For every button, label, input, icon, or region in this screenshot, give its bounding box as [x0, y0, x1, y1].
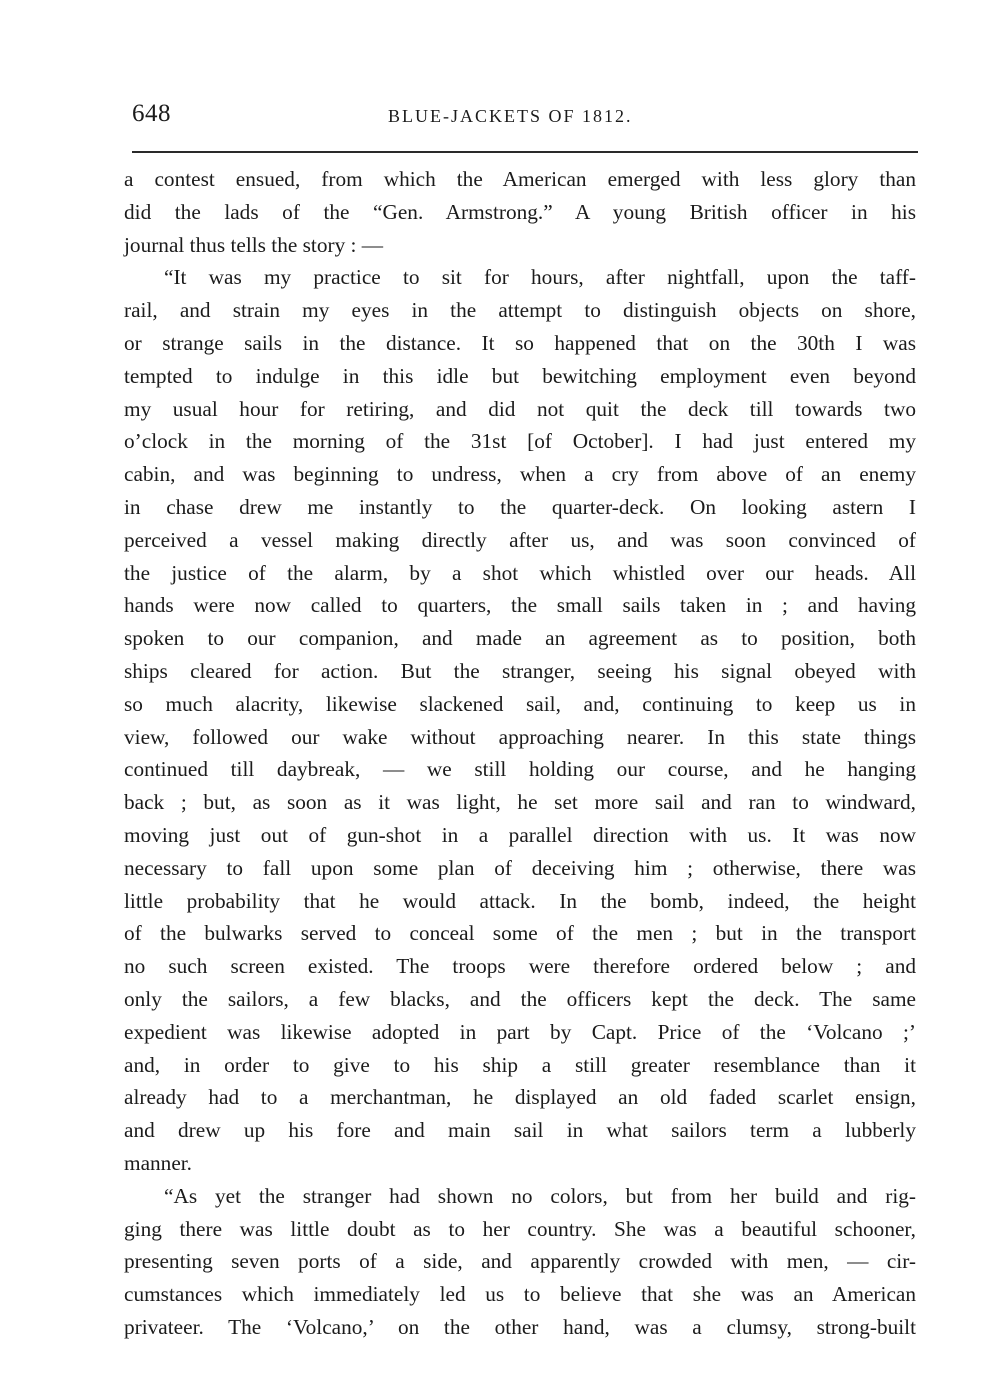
text-line: ships cleared for action. But the stranger, seeing his signal obeyed with: [124, 658, 916, 683]
text-line: did the lads of the “Gen. Armstrong.” A young British officer in his: [124, 199, 916, 224]
text-line: the justice of the alarm, by a shot which whistled over our heads. All: [124, 560, 916, 585]
text-line: no such screen existed. The troops were therefore ordered below ; and: [124, 954, 916, 979]
page-number: 648: [132, 100, 171, 127]
text-line: rail, and strain my eyes in the attempt to distinguish objects on shore,: [124, 298, 916, 323]
text-line: back ; but, as soon as it was light, he set more sail and ran to windward,: [124, 790, 916, 815]
text-line: “It was my practice to sit for hours, after nightfall, upon the taff-: [164, 265, 916, 290]
running-title: BLUE-JACKETS OF 1812.: [388, 106, 633, 126]
header-rule: [132, 151, 918, 153]
text-line: tempted to indulge in this idle but bewitching employment even beyond: [124, 363, 916, 388]
text-line: necessary to fall upon some plan of deceiving him ; otherwise, there was: [124, 855, 916, 880]
text-line: presenting seven ports of a side, and apparently crowded with men, — cir-: [124, 1249, 916, 1274]
text-line: expedient was likewise adopted in part by Capt. Price of the ‘Volcano ;’: [124, 1019, 916, 1044]
text-line: of the bulwarks served to conceal some of the men ; but in the transport: [124, 921, 916, 946]
text-line: hands were now called to quarters, the small sails taken in ; and having: [124, 593, 916, 618]
text-line: so much alacrity, likewise slackened sail, and, continuing to keep us in: [124, 691, 916, 716]
text-line: cabin, and was beginning to undress, when a cry from above of an enemy: [124, 462, 916, 487]
text-line: journal thus tells the story : —: [124, 232, 384, 257]
text-line: my usual hour for retiring, and did not quit the deck till towards two: [124, 396, 916, 421]
text-line: and drew up his fore and main sail in what sailors term a lubberly: [124, 1118, 916, 1143]
text-line: moving just out of gun-shot in a parallel direction with us. It was now: [124, 822, 916, 847]
text-line: perceived a vessel making directly after us, and was soon convinced of: [124, 527, 916, 552]
text-line: little probability that he would attack. In the bomb, indeed, the height: [124, 888, 916, 913]
text-line: “As yet the stranger had shown no colors, but from her build and rig-: [164, 1183, 916, 1208]
text-line: or strange sails in the distance. It so happened that on the 30th I was: [124, 330, 916, 355]
text-line: ging there was little doubt as to her country. She was a beautiful schooner,: [124, 1216, 916, 1241]
text-line: manner.: [124, 1150, 193, 1175]
text-line: in chase drew me instantly to the quarter-deck. On looking astern I: [124, 494, 916, 519]
text-line: privateer. The ‘Volcano,’ on the other hand, was a clumsy, strong-built: [124, 1314, 916, 1339]
text-line: continued till daybreak, — we still holding our course, and he hanging: [124, 757, 916, 782]
text-line: spoken to our companion, and made an agreement as to position, both: [124, 626, 916, 651]
text-line: only the sailors, a few blacks, and the officers kept the deck. The same: [124, 986, 916, 1011]
text-line: o’clock in the morning of the 31st [of October]. I had just entered my: [124, 429, 916, 454]
text-line: cumstances which immediately led us to believe that she was an American: [124, 1282, 916, 1307]
text-line: a contest ensued, from which the American emerged with less glory than: [124, 167, 916, 191]
body-text: [124, 163, 916, 1344]
text-line: and, in order to give to his ship a still greater resemblance than it: [124, 1052, 916, 1077]
text-line: view, followed our wake without approaching nearer. In this state things: [124, 724, 916, 749]
page-header: [132, 100, 918, 136]
text-line: already had to a merchantman, he displayed an old faded scarlet ensign,: [124, 1085, 916, 1110]
